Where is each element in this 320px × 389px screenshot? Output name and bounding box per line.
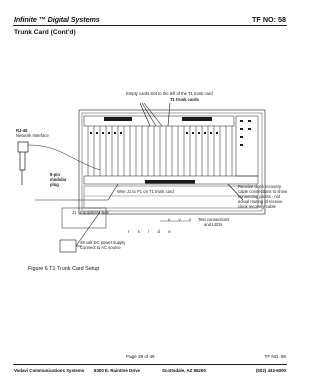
receive-clock-line-2: cable connections to show — [238, 189, 288, 194]
receive-clock-line-3: connecting points - not — [238, 194, 281, 199]
header-brand: Infinite ™ Digital Systems — [14, 15, 100, 24]
page-number: Page 29 of 46 — [126, 354, 155, 359]
footer-company: Vodavi Communications Systems — [14, 368, 85, 373]
receive-clock-line-5: clock recovery cable — [238, 204, 276, 209]
figure-caption: Figure 6 T1 Trunk Card Setup — [28, 266, 100, 272]
wire-note: Wire J1 to P1 on T1 trunk card — [117, 189, 174, 194]
network-interface-label: Network Interface — [16, 133, 49, 138]
footer-city: Scottsdale, AZ 85260 — [162, 368, 206, 373]
letters-row-1: v v v — [168, 217, 195, 222]
footer-phone: (602) 443-6000 — [255, 368, 286, 373]
power-supply-line-2: Connect to AC source — [80, 245, 121, 250]
empty-cards-note: Empty cards slot to the left of the T1 trunk card — [126, 91, 213, 96]
receive-clock-line-4: actual routing of receive — [238, 199, 283, 204]
test-connections-line-2: and LEDs — [204, 222, 223, 227]
footer-divider — [13, 364, 287, 365]
footer-tf-number: TF NO. 58 — [264, 354, 286, 359]
t1-trunk-cards-label: T1 trunk cards — [170, 97, 199, 102]
pin-modular-plug-label: 8-pin modular plug — [50, 172, 67, 187]
letters-row-2: r s i d e — [128, 229, 175, 234]
rj45-title: RJ-45 — [16, 128, 28, 133]
test-connections-line-1: Test connections — [198, 217, 230, 222]
receive-clock-line-1: Receive clock recovery — [238, 184, 282, 189]
power-supply-line-1: 48 volt DC power supply — [80, 240, 126, 245]
equipment-side-label: J1 - Equipment side — [72, 210, 110, 215]
footer-address: 8300 E. Raintree Drive — [94, 368, 141, 373]
section-title: Trunk Card (Cont'd) — [14, 29, 76, 36]
header-tf-number: TF NO: 58 — [252, 15, 286, 24]
